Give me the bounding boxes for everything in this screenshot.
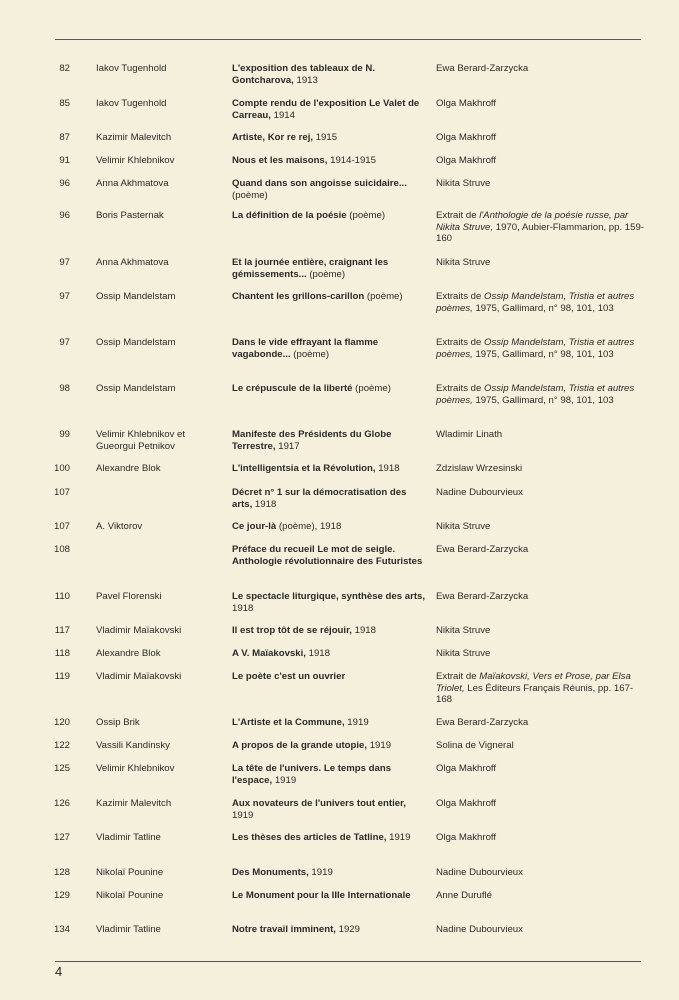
row-author: Ossip Mandelstam (96, 383, 176, 394)
row-page-number: 98 (59, 383, 70, 394)
row-page-number: 120 (53, 717, 70, 728)
row-page-number: 107 (53, 487, 70, 498)
row-title-detail: (poème) (290, 348, 330, 360)
row-title (232, 717, 428, 729)
translator-segment: Wladimir Linath (436, 429, 503, 440)
row-title-bold: A V. Maïakovski, (232, 648, 306, 659)
row-title (232, 544, 428, 567)
row-author: Velimir Khlebnikov (96, 763, 175, 774)
row-author: Alexandre Blok (96, 463, 161, 474)
translator-segment: Extrait de (436, 210, 480, 221)
row-translator (436, 717, 646, 729)
row-title (232, 383, 428, 395)
row-author: Velimir Khlebnikov (96, 155, 175, 166)
translator-segment: Extrait de (436, 671, 480, 682)
row-page-number: 118 (54, 648, 70, 659)
row-translator (436, 890, 646, 902)
row-translator (436, 155, 646, 167)
translator-segment: Nadine Dubourvieux (436, 487, 523, 498)
row-title (232, 671, 428, 683)
row-title (232, 291, 428, 303)
row-author: Vladimir Maïakovski (96, 625, 182, 636)
row-title (232, 890, 428, 902)
row-translator (436, 383, 646, 406)
translator-segment: Nadine Dubourvieux (436, 867, 523, 878)
row-author: Nikolaï Pounine (96, 890, 164, 901)
row-author: Iakov Tugenhold (96, 63, 167, 74)
row-title-detail: 1919 (386, 832, 411, 843)
row-title (232, 591, 428, 614)
row-page-number: 110 (54, 591, 70, 602)
row-title (232, 867, 428, 879)
row-title-bold: Dans le vide effrayant la flamme vagabonde... (232, 337, 379, 360)
row-title (232, 98, 428, 121)
row-author: Vladimir Tatline (96, 924, 161, 935)
row-title-bold: Le spectacle liturgique, synthèse des arts, (232, 591, 426, 602)
row-translator (436, 487, 646, 499)
row-page-number: 126 (53, 798, 70, 809)
row-title-bold: Le crépuscule de la liberté (232, 383, 353, 394)
translator-segment: Solina de Vigneral (436, 740, 514, 751)
row-translator (436, 591, 646, 603)
row-author: Velimir Khlebnikov et Gueorgui Petnikov (96, 429, 186, 452)
translator-segment: Extraits de (436, 291, 484, 302)
row-author: Alexandre Blok (96, 648, 161, 659)
row-title (232, 740, 428, 752)
row-translator (436, 257, 646, 269)
row-title-detail: 1918 (232, 602, 254, 614)
translator-segment: 1975, Gallimard, n° 98, 101, 103 (472, 348, 614, 360)
row-page-number: 97 (59, 291, 70, 302)
row-title-bold: Quand dans son angoisse suicidaire... (232, 178, 407, 189)
translator-segment: Olga Makhroff (436, 155, 497, 166)
row-title-detail: (poème) (352, 383, 391, 394)
row-title (232, 132, 428, 144)
row-title-bold: Ce jour-là (232, 521, 277, 532)
row-translator (436, 544, 646, 556)
row-page-number: 127 (53, 832, 70, 843)
row-translator (436, 625, 646, 637)
row-title-bold: La définition de la poésie (232, 210, 347, 221)
translator-segment: Ewa Berard-Zarzycka (436, 63, 529, 74)
row-translator (436, 521, 646, 533)
row-translator (436, 98, 646, 110)
row-translator (436, 740, 646, 752)
row-page-number: 87 (59, 132, 70, 143)
row-title-detail: 1918 (351, 625, 376, 636)
translator-segment: Ossip Mandelstam, Tristia et autres poèmes, (436, 291, 635, 314)
row-translator (436, 291, 646, 314)
row-author: Nikolaï Pounine (96, 867, 164, 878)
row-translator (436, 671, 646, 706)
row-title-bold: A propos de la grande utopie, (232, 740, 368, 751)
translator-segment: Nikita Struve (436, 257, 491, 268)
row-translator (436, 798, 646, 810)
row-title (232, 63, 428, 86)
row-title-bold: Les thèses des articles de Tatline, (232, 832, 387, 843)
translator-segment: Maïakovski, Vers et Prose, par Elsa Triolet, (436, 671, 631, 694)
row-title (232, 429, 428, 452)
translator-segment: Extraits de (436, 337, 484, 348)
row-title-detail: (poème) (364, 291, 403, 302)
row-title-bold: Et la journée entière, craignant les gémissements... (232, 257, 389, 280)
row-page-number: 125 (53, 763, 70, 774)
row-page-number: 122 (53, 740, 70, 751)
translator-segment: Olga Makhroff (436, 132, 497, 143)
row-author: Vassili Kandinsky (96, 740, 170, 751)
row-title (232, 463, 428, 475)
row-title-detail: (poème) (232, 189, 268, 201)
row-title-bold: Aux novateurs de l'univers tout entier, (232, 798, 406, 809)
row-author: Ossip Brik (96, 717, 140, 728)
row-title-detail: 1919 (344, 717, 369, 728)
translator-segment: Olga Makhroff (436, 763, 497, 774)
row-author: Pavel Florenski (96, 591, 162, 602)
row-title (232, 648, 428, 660)
translator-segment: Ossip Mandelstam, Tristia et autres poèmes, (436, 337, 635, 360)
row-title (232, 155, 428, 167)
row-title (232, 625, 428, 637)
row-author: Anna Akhmatova (96, 178, 169, 189)
row-page-number: 134 (53, 924, 70, 935)
row-page-number: 107 (53, 521, 70, 532)
row-title-bold: Le poète c'est un ouvrier (232, 671, 346, 682)
row-title-bold: L'intelligentsia et la Révolution, (232, 463, 376, 474)
row-title (232, 178, 428, 201)
translator-segment: Nikita Struve (436, 625, 491, 636)
row-title-detail: 1919 (272, 774, 297, 786)
row-title-bold: L'Artiste et la Commune, (232, 717, 345, 728)
row-title-bold: Chantent les grillons-carillon (232, 291, 365, 302)
row-page-number: 128 (53, 867, 70, 878)
row-title-bold: Artiste, Kor re rej, (232, 132, 314, 143)
row-translator (436, 867, 646, 879)
row-translator (436, 832, 646, 844)
row-title-bold: Compte rendu de l'exposition Le Valet de Carreau, (232, 98, 420, 121)
top-rule (55, 39, 641, 40)
row-title-bold: Décret n° 1 sur la démocratisation des arts, (232, 487, 407, 510)
row-page-number: 97 (59, 257, 70, 268)
row-author: Boris Pasternak (96, 210, 164, 221)
row-author: Vladimir Tatline (96, 832, 161, 843)
row-author: Ossip Mandelstam (96, 337, 176, 348)
row-author: A. Viktorov (96, 521, 143, 532)
row-title-detail: 1918 (305, 648, 330, 659)
row-title-bold: Des Monuments, (232, 867, 309, 878)
translator-segment: Extraits de (436, 383, 484, 394)
translator-segment: Olga Makhroff (436, 98, 497, 109)
row-author: Anna Akhmatova (96, 257, 169, 268)
row-title (232, 257, 428, 280)
row-translator (436, 178, 646, 190)
translator-segment: 1970, Aubier-Flammarion, pp. 159-160 (436, 221, 644, 244)
row-title (232, 487, 428, 510)
row-translator (436, 463, 646, 475)
row-title-detail: 1918 (252, 498, 277, 510)
row-translator (436, 924, 646, 936)
row-title-detail: 1917 (275, 440, 300, 452)
row-author: Vladimir Maïakovski (96, 671, 182, 682)
row-title (232, 337, 428, 360)
row-title-detail: 1913 (293, 74, 318, 86)
translator-segment: l'Anthologie de la poésie russe, par Nikita Struve, (436, 210, 629, 233)
translator-segment: Nikita Struve (436, 178, 491, 189)
translator-segment: Ossip Mandelstam, Tristia et autres poèmes, (436, 383, 635, 406)
row-translator (436, 210, 646, 245)
row-page-number: 91 (59, 155, 70, 166)
translator-segment: Ewa Berard-Zarzycka (436, 591, 529, 602)
row-title-bold: L'exposition des tableaux de N. Gontcharova, (232, 63, 376, 86)
translator-segment: Olga Makhroff (436, 798, 497, 809)
row-title-detail: 1919 (232, 809, 254, 821)
translator-segment: Les Éditeurs Français Réunis, pp. 167-168 (436, 682, 634, 705)
row-author: Ossip Mandelstam (96, 291, 176, 302)
row-page-number: 100 (53, 463, 70, 474)
row-title-detail: (poème), 1918 (276, 521, 342, 532)
row-title (232, 521, 428, 533)
translator-segment: 1975, Gallimard, n° 98, 101, 103 (472, 302, 614, 314)
row-title-detail: 1914 (270, 109, 295, 121)
row-title-bold: La tête de l'univers. Le temps dans l'espace, (232, 763, 392, 786)
row-title (232, 832, 428, 844)
translator-segment: Anne Duruflé (436, 890, 492, 901)
translator-segment: Olga Makhroff (436, 832, 497, 843)
row-page-number: 129 (53, 890, 70, 901)
row-title-bold: Nous et les maisons, (232, 155, 328, 166)
row-translator (436, 648, 646, 660)
row-translator (436, 429, 646, 441)
row-title-detail: 1929 (335, 924, 360, 935)
row-page-number: 96 (59, 210, 70, 221)
row-title (232, 763, 428, 786)
row-title-detail: 1919 (367, 740, 392, 751)
translator-segment: Ewa Berard-Zarzycka (436, 544, 529, 555)
row-title-detail: 1914-1915 (327, 155, 376, 166)
row-title (232, 798, 428, 821)
row-title (232, 210, 428, 222)
row-translator (436, 763, 646, 775)
translator-segment: Zdzislaw Wrzesinski (436, 463, 523, 474)
row-title-bold: Manifeste des Présidents du Globe Terrestre, (232, 429, 392, 452)
row-author: Iakov Tugenhold (96, 98, 167, 109)
row-page-number: 96 (59, 178, 70, 189)
row-translator (436, 337, 646, 360)
row-title-detail: 1918 (375, 463, 400, 474)
row-author: Kazimir Malevitch (96, 798, 172, 809)
row-title-bold: Notre travail imminent, (232, 924, 336, 935)
bottom-rule (55, 961, 641, 962)
row-title-detail: (poème) (306, 268, 346, 280)
row-page-number: 82 (59, 63, 70, 74)
translator-segment: Nadine Dubourvieux (436, 924, 523, 935)
translator-segment: Nikita Struve (436, 521, 491, 532)
row-title-detail: 1919 (308, 867, 333, 878)
row-title-bold: Le Monument pour la IIIe Internationale (232, 890, 411, 901)
row-translator (436, 63, 646, 75)
row-title-detail: (poème) (346, 210, 386, 221)
row-title-bold: Préface du recueil Le mot de seigle. Anthologie révolutionnaire des Futuristes (232, 544, 423, 567)
row-page-number: 97 (59, 337, 70, 348)
translator-segment: Nikita Struve (436, 648, 491, 659)
row-title-detail: 1915 (313, 132, 338, 143)
row-page-number: 119 (54, 671, 70, 682)
row-title-bold: Il est trop tôt de se réjouir, (232, 625, 352, 636)
translator-segment: Ewa Berard-Zarzycka (436, 717, 529, 728)
row-page-number: 85 (59, 98, 70, 109)
row-author: Kazimir Malevitch (96, 132, 172, 143)
translator-segment: 1975, Gallimard, n° 98, 101, 103 (472, 394, 614, 406)
row-page-number: 108 (53, 544, 70, 555)
row-page-number: 117 (54, 625, 70, 636)
row-page-number: 99 (59, 429, 70, 440)
row-title (232, 924, 428, 936)
row-translator (436, 132, 646, 144)
page-number: 4 (55, 964, 63, 979)
